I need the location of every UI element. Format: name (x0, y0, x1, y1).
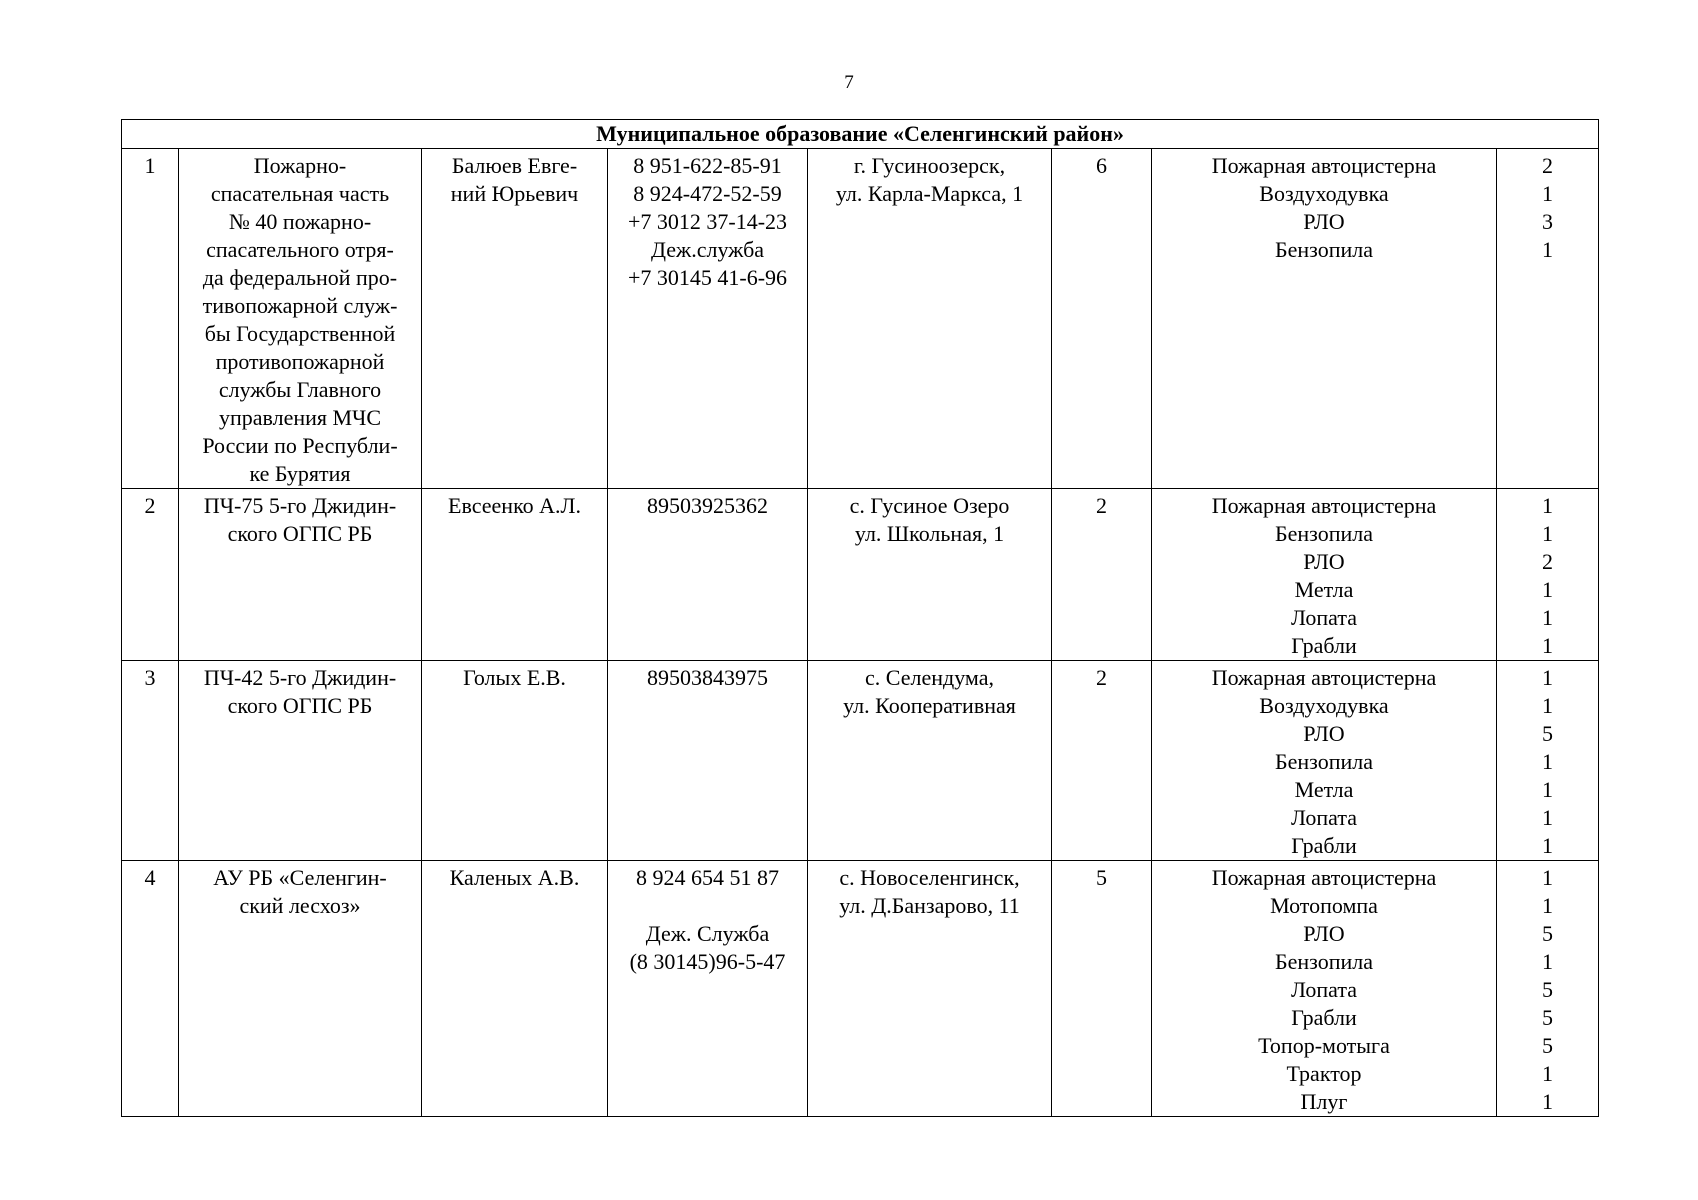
organization-name-line: АУ РБ «Селенгин- (213, 865, 387, 890)
page-number: 7 (844, 72, 854, 93)
table-row (122, 861, 1599, 1117)
address-cell (808, 489, 1052, 661)
equipment-quantities-line: 1 (1542, 1089, 1554, 1114)
equipment-quantities-line: 5 (1542, 977, 1554, 1002)
head-name-line: Каленых А.В. (449, 865, 580, 890)
equipment-list-cell (1152, 661, 1497, 861)
equipment-quantities-cell (1497, 861, 1599, 1117)
equipment-quantities-line: 1 (1542, 805, 1554, 830)
equipment-list-line: Пожарная автоцистерна (1211, 153, 1437, 178)
personnel-count: 2 (1096, 665, 1107, 690)
head-name-cell (422, 149, 608, 489)
address-line: ул. Школьная, 1 (854, 521, 1005, 546)
organization-name-line: да федеральной про- (202, 265, 398, 290)
organization-name-line: ский лесхоз» (239, 893, 361, 918)
equipment-list-line: РЛО (1303, 209, 1345, 234)
head-name-line: Евсеенко А.Л. (448, 493, 581, 518)
phone-numbers-line: 89503843975 (647, 665, 768, 690)
organization-name-line: ПЧ-42 5-го Джидин- (203, 665, 397, 690)
equipment-quantities-cell (1497, 661, 1599, 861)
phone-numbers-line: 8 924 654 51 87 (636, 865, 779, 890)
section-title: Муниципальное образование «Селенгинский район» (122, 120, 1599, 149)
equipment-list-line: Плуг (1300, 1089, 1348, 1114)
equipment-list-line: Бензопила (1274, 749, 1374, 774)
equipment-list-line: Пожарная автоцистерна (1211, 665, 1437, 690)
equipment-list-cell (1152, 149, 1497, 489)
organization-name-line: России по Республи- (202, 433, 398, 458)
equipment-list-cell (1152, 861, 1497, 1117)
equipment-list-line: РЛО (1303, 921, 1345, 946)
equipment-quantities-line: 3 (1542, 209, 1554, 234)
equipment-list-line: Пожарная автоцистерна (1211, 493, 1437, 518)
address-cell (808, 661, 1052, 861)
head-name-cell (422, 489, 608, 661)
organization-name-line: спасательного отря- (206, 237, 394, 262)
head-name-line: ний Юрьевич (450, 181, 579, 206)
equipment-list-cell (1152, 489, 1497, 661)
equipment-quantities-cell (1497, 149, 1599, 489)
organization-name-line: ПЧ-75 5-го Джидин- (203, 493, 397, 518)
equipment-list-line: Мотопомпа (1270, 893, 1378, 918)
phone-numbers-cell (608, 149, 808, 489)
equipment-list-line: Топор-мотыга (1258, 1033, 1390, 1058)
equipment-quantities-line: 2 (1542, 153, 1554, 178)
organization-name-line: ского ОГПС РБ (227, 693, 373, 718)
equipment-quantities-line: 5 (1542, 721, 1554, 746)
equipment-quantities-line: 1 (1542, 1061, 1554, 1086)
equipment-list-line: Воздуходувка (1259, 181, 1389, 206)
equipment-list-line: Метла (1294, 577, 1354, 602)
equipment-quantities-line: 1 (1542, 605, 1554, 630)
organization-name-line: ского ОГПС РБ (227, 521, 373, 546)
address-line: ул. Д.Банзарово, 11 (839, 893, 1020, 918)
equipment-list-line: РЛО (1303, 721, 1345, 746)
organization-name-line: управления МЧС (218, 405, 382, 430)
row-number: 2 (144, 493, 156, 518)
equipment-list-line: РЛО (1303, 549, 1345, 574)
personnel-count-cell (1052, 489, 1152, 661)
phone-numbers-cell (608, 861, 808, 1117)
phone-numbers-cell (608, 489, 808, 661)
organization-name-line: противопожарной (215, 349, 385, 374)
equipment-quantities-line: 1 (1542, 577, 1554, 602)
equipment-quantities-line: 1 (1542, 865, 1554, 890)
section-header-row (122, 120, 1599, 149)
equipment-list-line: Грабли (1291, 633, 1357, 658)
organization-name-cell (179, 661, 422, 861)
address-cell (808, 149, 1052, 489)
equipment-list-line: Бензопила (1274, 237, 1374, 262)
organization-name-line: спасательная часть (210, 181, 390, 206)
phone-numbers-line: (8 30145)96-5-47 (629, 949, 786, 974)
equipment-quantities-line: 1 (1542, 237, 1554, 262)
equipment-quantities-line: 1 (1542, 493, 1554, 518)
equipment-quantities-cell (1497, 489, 1599, 661)
personnel-count: 5 (1096, 865, 1107, 890)
equipment-quantities-line: 1 (1542, 833, 1554, 858)
table-row (122, 149, 1599, 489)
personnel-count-cell (1052, 661, 1152, 861)
resources-table (121, 119, 1599, 1117)
head-name-cell (422, 661, 608, 861)
phone-numbers-line: Деж.служба (650, 237, 765, 262)
equipment-quantities-line: 5 (1542, 1005, 1554, 1030)
row-number-cell (122, 861, 179, 1117)
equipment-list-line: Пожарная автоцистерна (1211, 865, 1437, 890)
personnel-count: 6 (1096, 153, 1107, 178)
equipment-quantities-line: 1 (1542, 949, 1554, 974)
row-number-cell (122, 149, 179, 489)
equipment-quantities-line: 1 (1542, 665, 1554, 690)
equipment-list-line: Метла (1294, 777, 1354, 802)
row-number: 4 (144, 865, 156, 890)
equipment-quantities-line: 1 (1542, 633, 1554, 658)
phone-numbers-line: 89503925362 (647, 493, 768, 518)
head-name-line: Голых Е.В. (463, 665, 566, 690)
phone-numbers-line: +7 30145 41-6-96 (627, 265, 788, 290)
equipment-quantities-line: 5 (1542, 1033, 1554, 1058)
table-row (122, 489, 1599, 661)
phone-numbers-line: 8 924-472-52-59 (633, 181, 782, 206)
personnel-count-cell (1052, 861, 1152, 1117)
head-name-line: Балюев Евге- (451, 153, 578, 178)
organization-name-line: Пожарно- (253, 153, 347, 178)
organization-name-cell (179, 149, 422, 489)
equipment-list-line: Бензопила (1274, 521, 1374, 546)
equipment-quantities-line: 2 (1542, 549, 1554, 574)
phone-numbers-line: 8 951-622-85-91 (633, 153, 782, 178)
equipment-list-line: Грабли (1291, 833, 1357, 858)
equipment-quantities-line: 1 (1542, 893, 1554, 918)
organization-name-line: ке Бурятия (249, 461, 351, 486)
equipment-list-line: Грабли (1291, 1005, 1357, 1030)
equipment-list-line: Трактор (1286, 1061, 1362, 1086)
equipment-list-line: Лопата (1291, 605, 1357, 630)
equipment-list-line: Лопата (1291, 977, 1357, 1002)
organization-name-line: службы Главного (218, 377, 382, 402)
address-line: ул. Кооперативная (843, 693, 1016, 718)
equipment-list-line: Бензопила (1274, 949, 1374, 974)
address-cell (808, 861, 1052, 1117)
equipment-quantities-line: 5 (1542, 921, 1554, 946)
table-row (122, 661, 1599, 861)
head-name-cell (422, 861, 608, 1117)
organization-name-cell (179, 861, 422, 1117)
phone-numbers-cell (608, 661, 808, 861)
address-line: ул. Карла-Маркса, 1 (835, 181, 1024, 206)
equipment-quantities-line: 1 (1542, 693, 1554, 718)
phone-numbers-line: Деж. Служба (645, 921, 770, 946)
organization-name-cell (179, 489, 422, 661)
organization-name-line: бы Государственной (204, 321, 396, 346)
equipment-quantities-line: 1 (1542, 181, 1554, 206)
equipment-quantities-line: 1 (1542, 749, 1554, 774)
row-number: 1 (144, 153, 156, 178)
row-number: 3 (144, 665, 156, 690)
address-line: г. Гусиноозерск, (853, 153, 1006, 178)
address-line: с. Новоселенгинск, (839, 865, 1020, 890)
organization-name-line: № 40 пожарно- (228, 209, 372, 234)
organization-name-line: тивопожарной служ- (202, 293, 398, 318)
phone-numbers-line: +7 3012 37-14-23 (627, 209, 788, 234)
blank-line (612, 892, 803, 920)
equipment-quantities-line: 1 (1542, 521, 1554, 546)
row-number-cell (122, 661, 179, 861)
equipment-list-line: Лопата (1291, 805, 1357, 830)
row-number-cell (122, 489, 179, 661)
equipment-quantities-line: 1 (1542, 777, 1554, 802)
address-line: с. Гусиное Озеро (849, 493, 1010, 518)
address-line: с. Селендума, (865, 665, 994, 690)
personnel-count: 2 (1096, 493, 1107, 518)
equipment-list-line: Воздуходувка (1259, 693, 1389, 718)
personnel-count-cell (1052, 149, 1152, 489)
